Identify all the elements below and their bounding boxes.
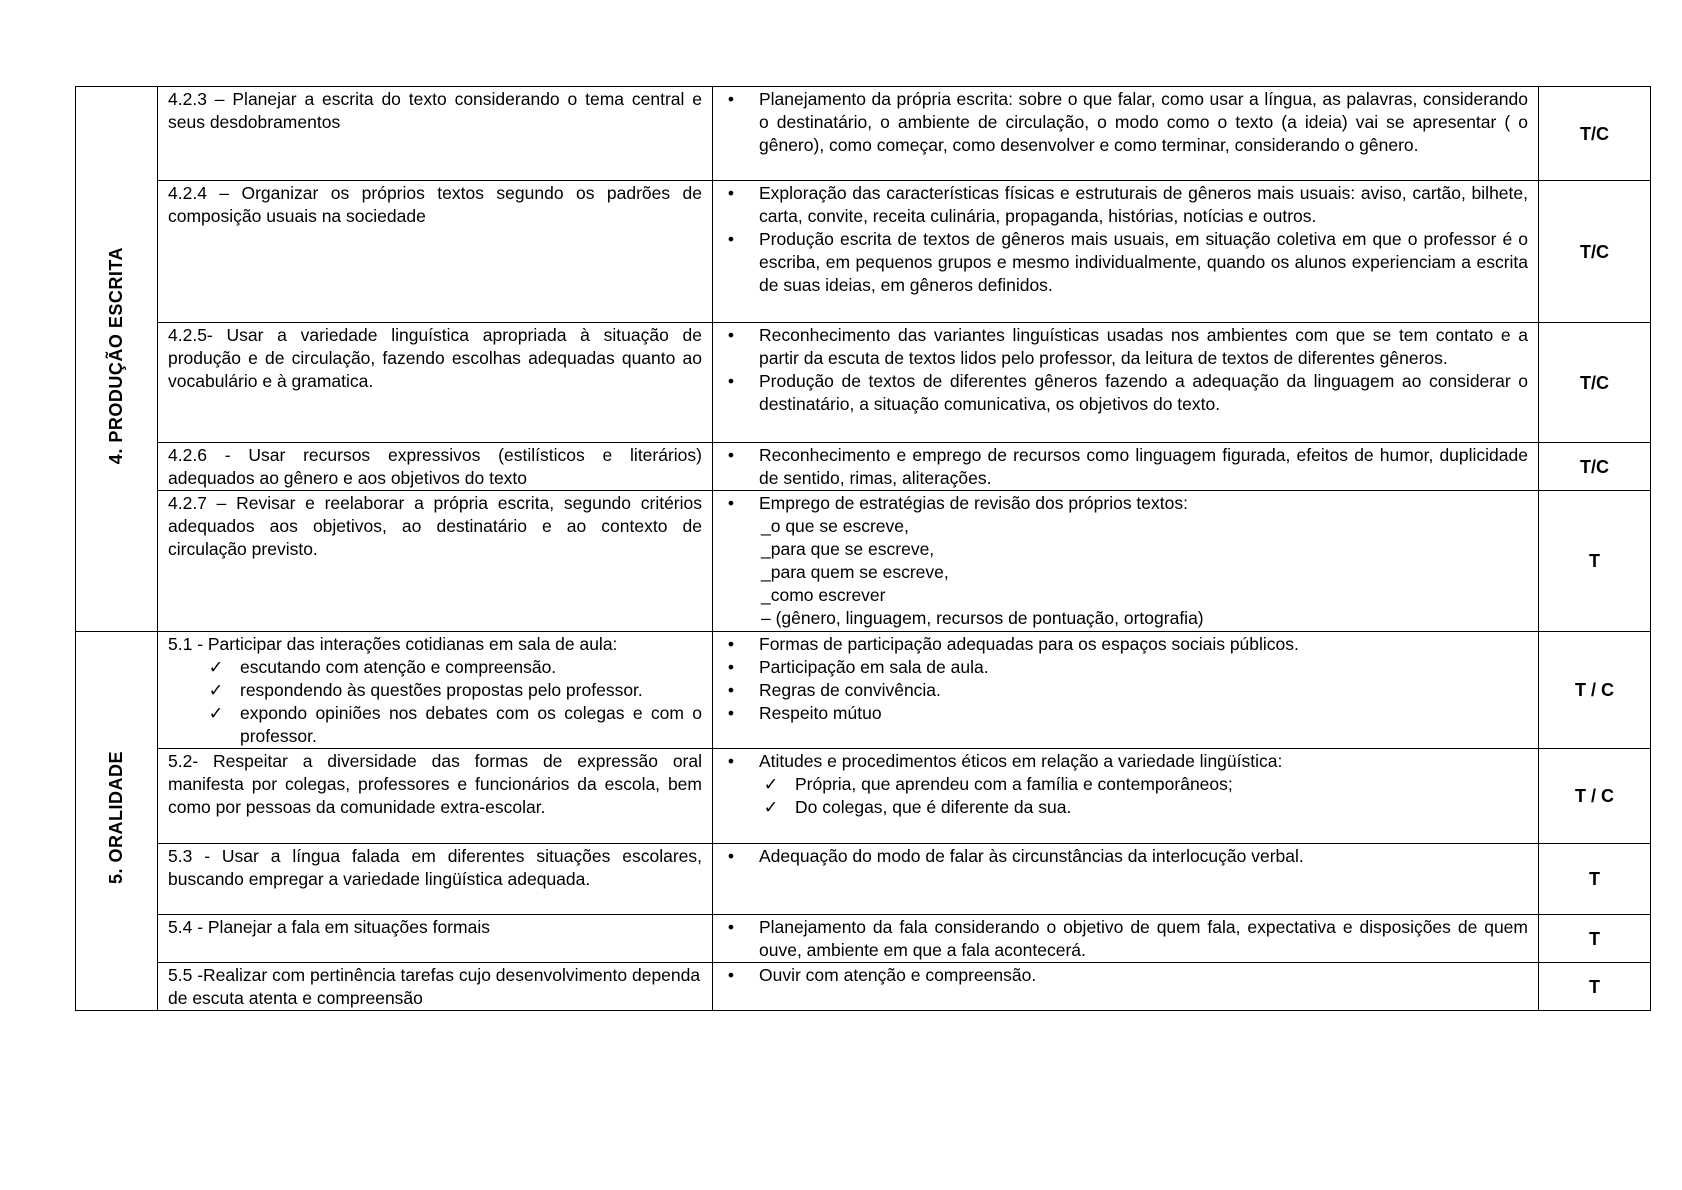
list-item: • Participação em sala de aula.: [759, 656, 1528, 679]
table-row: [76, 491, 1651, 632]
objective-cell: 5.4 - Planejar a fala em situações formais: [158, 915, 713, 963]
content-list: [723, 750, 1528, 819]
content-list: [723, 492, 1528, 630]
checklist-item: ✓ expondo opiniões nos debates com os colegas e com o professor.: [240, 702, 702, 748]
list-item: • Produção de textos de diferentes gêneros fazendo a adequação da linguagem ao considerar o destinatário, a situação comunicativa, os objetivos do texto.: [759, 370, 1528, 416]
table-row: [76, 844, 1651, 915]
list-item: • Planejamento da própria escrita: sobre o que falar, como usar a língua, as palavras, considerando o destinatário, o ambiente de circulação, o modo como o texto (a ideia) vai se apresentar ( o gênero), como começar, como desenvolver e como terminar, considerando o gênero.: [759, 88, 1528, 157]
content-cell: [713, 443, 1539, 491]
content-intro: Atitudes e procedimentos éticos em relação a variedade lingüística:: [759, 751, 1283, 771]
section-label: 4. PRODUÇÃO ESCRITA: [106, 247, 126, 465]
list-item: • Reconhecimento das variantes linguísticas usadas nos ambientes com que se tem contato e a partir da escuta de textos lidos pelo professor, da leitura de textos de diferentes gêneros.: [759, 324, 1528, 370]
content-checklist: [759, 773, 1528, 819]
code-cell: T/C: [1539, 443, 1651, 491]
list-item: • Ouvir com atenção e compreensão.: [759, 964, 1528, 987]
content-list: [723, 964, 1528, 987]
objective-cell: 4.2.5- Usar a variedade linguística apropriada à situação de produção e de circulação, fazendo escolhas adequadas quanto ao vocabulário e à gramatica.: [158, 323, 713, 443]
content-list: [723, 444, 1528, 490]
list-item: • Formas de participação adequadas para os espaços sociais públicos.: [759, 633, 1528, 656]
list-item: [759, 492, 1528, 630]
table-row: [76, 749, 1651, 844]
content-intro: Emprego de estratégias de revisão dos próprios textos:: [759, 493, 1188, 513]
code-cell: T: [1539, 491, 1651, 632]
content-line: – (gênero, linguagem, recursos de pontuação, ortografia): [761, 608, 1204, 628]
objective-checklist: [168, 656, 702, 748]
checklist-item: ✓ Própria, que aprendeu com a família e contemporâneos;: [795, 773, 1528, 796]
objective-cell: 5.5 -Realizar com pertinência tarefas cujo desenvolvimento dependa de escuta atenta e compreensão: [158, 963, 713, 1011]
content-cell: [713, 915, 1539, 963]
content-list: [723, 88, 1528, 157]
list-item: • Adequação do modo de falar às circunstâncias da interlocução verbal.: [759, 845, 1528, 868]
content-cell: [713, 632, 1539, 749]
content-list: [723, 324, 1528, 416]
code-cell: T / C: [1539, 749, 1651, 844]
list-item: [759, 750, 1528, 819]
table-row: [76, 915, 1651, 963]
list-item: • Respeito mútuo: [759, 702, 1528, 725]
section-producao-escrita: [76, 87, 158, 632]
content-line: _para quem se escreve,: [761, 562, 949, 582]
checklist-item: ✓ escutando com atenção e compreensão.: [240, 656, 702, 679]
content-cell: [713, 963, 1539, 1011]
content-cell: [713, 323, 1539, 443]
list-item: • Planejamento da fala considerando o objetivo de quem fala, expectativa e disposições de quem ouve, ambiente em que a fala acontecerá.: [759, 916, 1528, 962]
list-item: • Regras de convivência.: [759, 679, 1528, 702]
list-item: • Reconhecimento e emprego de recursos como linguagem figurada, efeitos de humor, duplicidade de sentido, rimas, aliterações.: [759, 444, 1528, 490]
content-line: _o que se escreve,: [761, 516, 909, 536]
table-row: [76, 87, 1651, 181]
code-cell: T: [1539, 963, 1651, 1011]
code-cell: T/C: [1539, 181, 1651, 323]
list-item: • Exploração das características físicas e estruturais de gêneros mais usuais: aviso, cartão, bilhete, carta, convite, receita culinária, propaganda, histórias, notícias e outros.: [759, 182, 1528, 228]
table-row: [76, 963, 1651, 1011]
content-list: [723, 916, 1528, 962]
code-cell: T: [1539, 844, 1651, 915]
content-cell: [713, 87, 1539, 181]
table-row: [76, 443, 1651, 491]
content-cell: [713, 749, 1539, 844]
objective-cell: 5.3 - Usar a língua falada em diferentes situações escolares, buscando empregar a variedade lingüística adequada.: [158, 844, 713, 915]
objective-cell: 4.2.6 - Usar recursos expressivos (estilísticos e literários) adequados ao gênero e aos objetivos do texto: [158, 443, 713, 491]
content-cell: [713, 844, 1539, 915]
content-list: [723, 633, 1528, 725]
objective-cell: [158, 632, 713, 749]
checklist-item: ✓ Do colegas, que é diferente da sua.: [795, 796, 1528, 819]
code-cell: T: [1539, 915, 1651, 963]
table-row: [76, 323, 1651, 443]
table-row: [76, 632, 1651, 749]
table-row: [76, 181, 1651, 323]
list-item: • Produção escrita de textos de gêneros mais usuais, em situação coletiva em que o professor é o escriba, em pequenos grupos e mesmo individualmente, quando os alunos experienciam a escrita de suas ideias, em gêneros definidos.: [759, 228, 1528, 297]
content-list: [723, 845, 1528, 868]
code-cell: T/C: [1539, 87, 1651, 181]
objective-cell: 5.2- Respeitar a diversidade das formas de expressão oral manifesta por colegas, professores e funcionários da escola, bem como por pessoas da comunidade extra-escolar.: [158, 749, 713, 844]
code-cell: T / C: [1539, 632, 1651, 749]
content-cell: [713, 181, 1539, 323]
objective-cell: 4.2.7 – Revisar e reelaborar a própria escrita, segundo critérios adequados aos objetivos, ao destinatário e ao contexto de circulação previsto.: [158, 491, 713, 632]
section-label: 5. ORALIDADE: [106, 751, 126, 885]
section-oralidade: [76, 632, 158, 1011]
checklist-item: ✓ respondendo às questões propostas pelo professor.: [240, 679, 702, 702]
content-cell: [713, 491, 1539, 632]
objective-cell: 4.2.3 – Planejar a escrita do texto considerando o tema central e seus desdobramentos: [158, 87, 713, 181]
objective-cell: 4.2.4 – Organizar os próprios textos segundo os padrões de composição usuais na sociedade: [158, 181, 713, 323]
objective-intro: 5.1 - Participar das interações cotidianas em sala de aula:: [168, 634, 618, 654]
curriculum-table: [75, 86, 1651, 1011]
code-cell: T/C: [1539, 323, 1651, 443]
content-list: [723, 182, 1528, 297]
content-line: _como escrever: [761, 585, 886, 605]
content-line: _para que se escreve,: [761, 539, 935, 559]
